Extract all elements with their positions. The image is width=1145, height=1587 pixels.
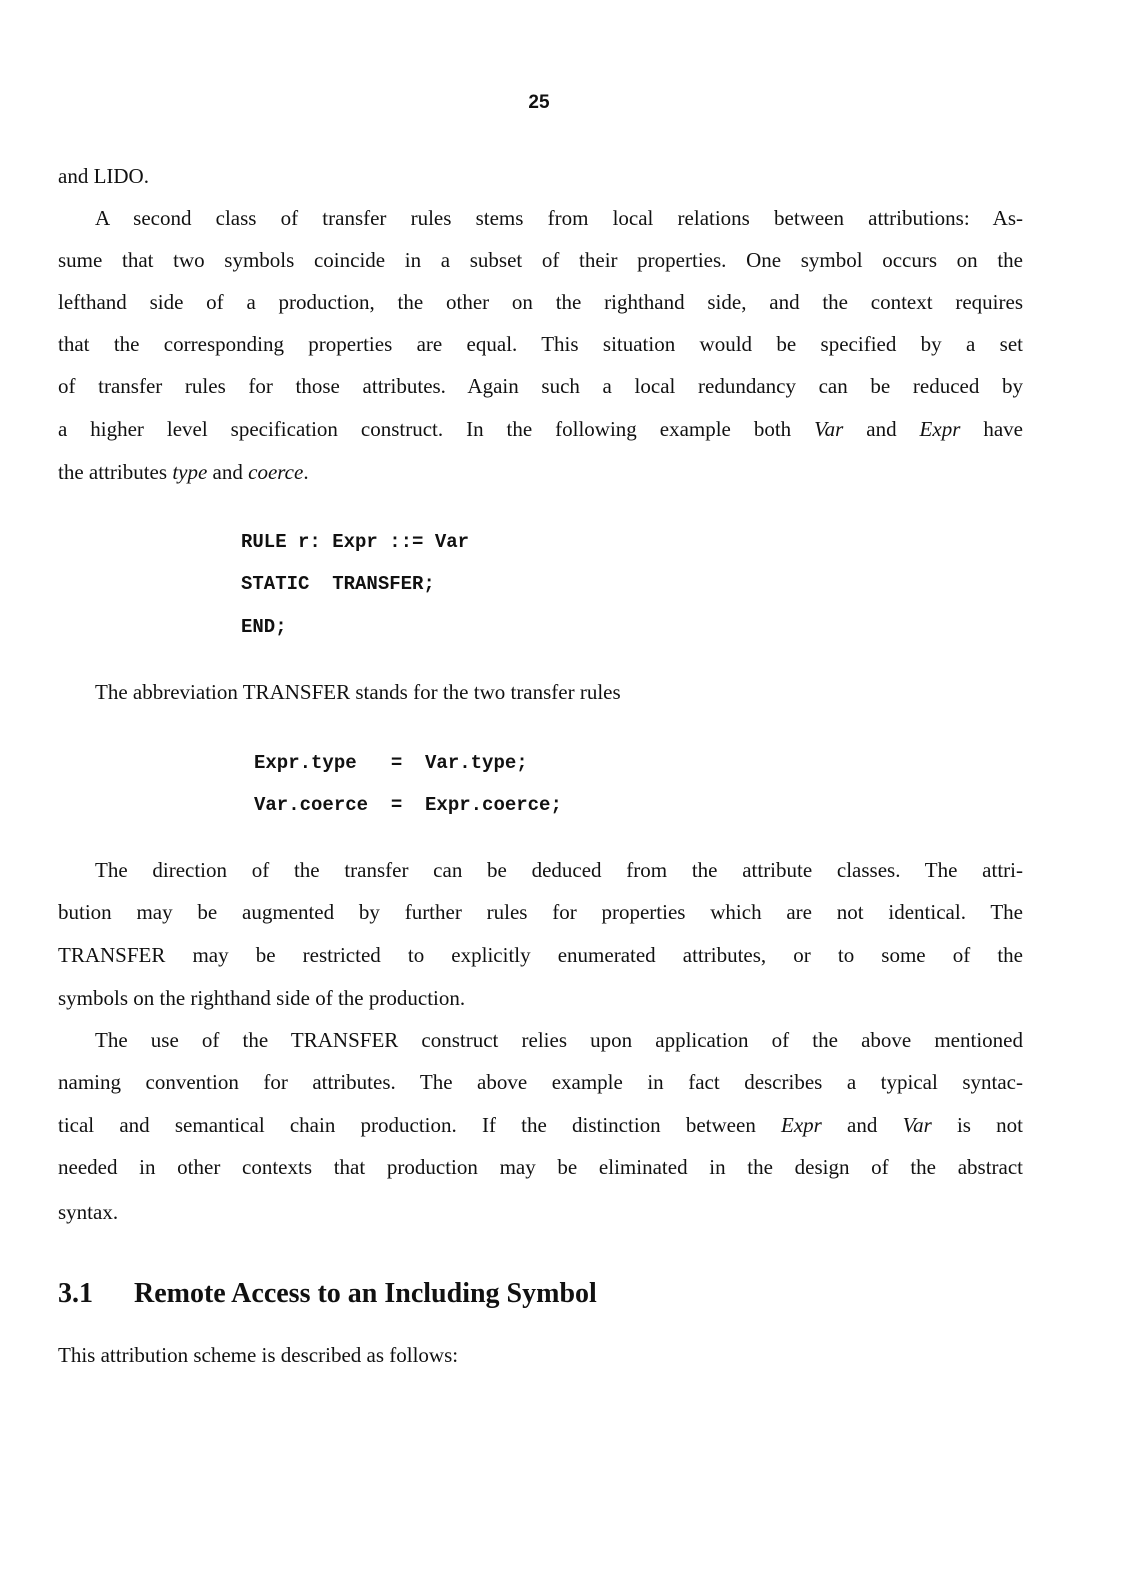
code-line: Expr.type = Var.type; xyxy=(254,752,528,774)
page-number: 25 xyxy=(528,92,550,113)
text-line: that the corresponding properties are equal. This situation would be specified by a set xyxy=(58,332,1023,356)
text-line: naming convention for attributes. The above example in fact describes a typical syntac- xyxy=(58,1070,1023,1094)
text-line: symbols on the righthand side of the production. xyxy=(58,986,466,1010)
text-line: The direction of the transfer can be deduced from the attribute classes. The attri- xyxy=(95,858,1023,882)
code-line: STATIC TRANSFER; xyxy=(241,573,435,595)
text-line: lefthand side of a production, the other on the righthand side, and the context requires xyxy=(58,290,1023,314)
text-line: of transfer rules for those attributes. Again such a local redundancy can be reduced by xyxy=(58,374,1023,398)
section-number: 3.1 xyxy=(58,1278,93,1309)
text-line: the attributes type and coerce. xyxy=(58,460,309,484)
text-line: tical and semantical chain production. If the distinction between Expr and Var is not xyxy=(58,1113,1023,1137)
section-title: Remote Access to an Including Symbol xyxy=(134,1278,597,1309)
emphasis-var: Var xyxy=(902,1113,932,1137)
paragraph-continuation: and LIDO. xyxy=(58,164,149,188)
code-line: RULE r: Expr ::= Var xyxy=(241,531,470,553)
paragraph-2: The abbreviation TRANSFER stands for the two transfer rules xyxy=(95,680,621,704)
emphasis-expr: Expr xyxy=(919,417,961,441)
code-line: Var.coerce = Expr.coerce; xyxy=(254,794,562,816)
emphasis-coerce: coerce xyxy=(248,460,304,484)
text-line: bution may be augmented by further rules for properties which are not identical. The xyxy=(58,900,1023,924)
paragraph-5: This attribution scheme is described as follows: xyxy=(58,1343,459,1367)
text-line: The use of the TRANSFER construct relies upon application of the above mentioned xyxy=(95,1028,1023,1052)
emphasis-expr: Expr xyxy=(781,1113,822,1137)
code-line: END; xyxy=(241,616,287,638)
text-line: needed in other contexts that production may be eliminated in the design of the abstract xyxy=(58,1155,1023,1179)
text-line: TRANSFER may be restricted to explicitly enumerated attributes, or to some of the xyxy=(58,943,1023,967)
text-line: sume that two symbols coincide in a subset of their properties. One symbol occurs on the xyxy=(58,248,1023,272)
text-line: a higher level specification construct. In the following example both Var and Expr have xyxy=(58,417,1023,441)
emphasis-type: type xyxy=(172,460,208,484)
text-line: A second class of transfer rules stems from local relations between attributions: As- xyxy=(95,206,1023,230)
section-heading xyxy=(58,1278,597,1310)
text-line: syntax. xyxy=(58,1200,119,1224)
emphasis-var: Var xyxy=(814,417,844,441)
